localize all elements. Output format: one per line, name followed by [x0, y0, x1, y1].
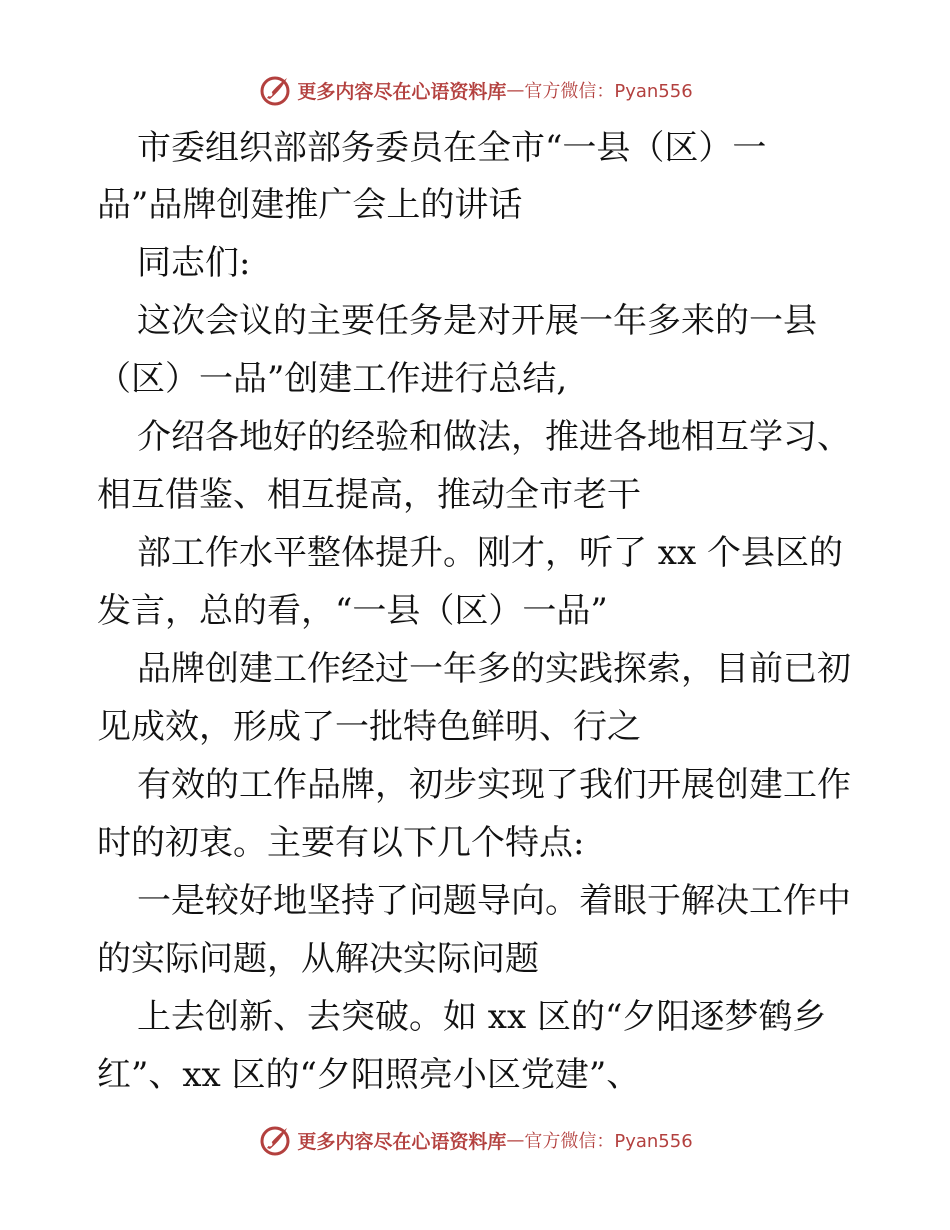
quill-logo-icon: [257, 1122, 293, 1158]
paragraph-line: 品牌创建工作经过一年多的实践探索，目前已初: [137, 649, 851, 689]
watermark-title: 更多内容尽在心语资料库: [297, 80, 507, 103]
title-line-1: 市委组织部部务委员在全市“一县（区）一: [137, 128, 767, 168]
footer-watermark: [0, 1120, 950, 1160]
paragraph-line: 发言，总的看，“一县（区）一品”: [97, 591, 608, 631]
title-line-2: 品”品牌创建推广会上的讲话: [97, 185, 523, 225]
watermark-separator: —: [506, 79, 525, 101]
paragraph-line: 这次会议的主要任务是对开展一年多来的一县: [137, 301, 817, 341]
paragraph-line: 介绍各地好的经验和做法，推进各地相互学习、: [137, 417, 851, 457]
paragraph-line: 上去创新、去突破。如 xx 区的“夕阳逐梦鹤乡: [137, 997, 827, 1037]
paragraph-line: 部工作水平整体提升。刚才，听了 xx 个县区的: [137, 533, 843, 573]
watermark-separator: —: [506, 1129, 525, 1151]
watermark-wechat: 官方微信：Pyan556: [524, 1131, 693, 1152]
quill-logo-icon: [257, 72, 293, 108]
paragraph-line: （区）一品”创建工作进行总结,: [97, 359, 568, 399]
paragraph-line: 红”、xx 区的“夕阳照亮小区党建”、: [97, 1055, 641, 1095]
paragraph-line: 时的初衷。主要有以下几个特点:: [97, 823, 585, 863]
paragraph-line: 有效的工作品牌，初步实现了我们开展创建工作: [137, 765, 851, 805]
header-watermark: [0, 70, 950, 110]
watermark-wechat: 官方微信：Pyan556: [524, 81, 693, 102]
salutation: 同志们:: [137, 243, 251, 283]
paragraph-line: 相互借鉴、相互提高，推动全市老干: [97, 475, 641, 515]
paragraph-line: 一是较好地坚持了问题导向。着眼于解决工作中: [137, 881, 851, 921]
watermark-title: 更多内容尽在心语资料库: [297, 1130, 507, 1153]
paragraph-line: 见成效，形成了一批特色鲜明、行之: [97, 707, 641, 747]
paragraph-line: 的实际问题，从解决实际问题: [97, 939, 539, 979]
